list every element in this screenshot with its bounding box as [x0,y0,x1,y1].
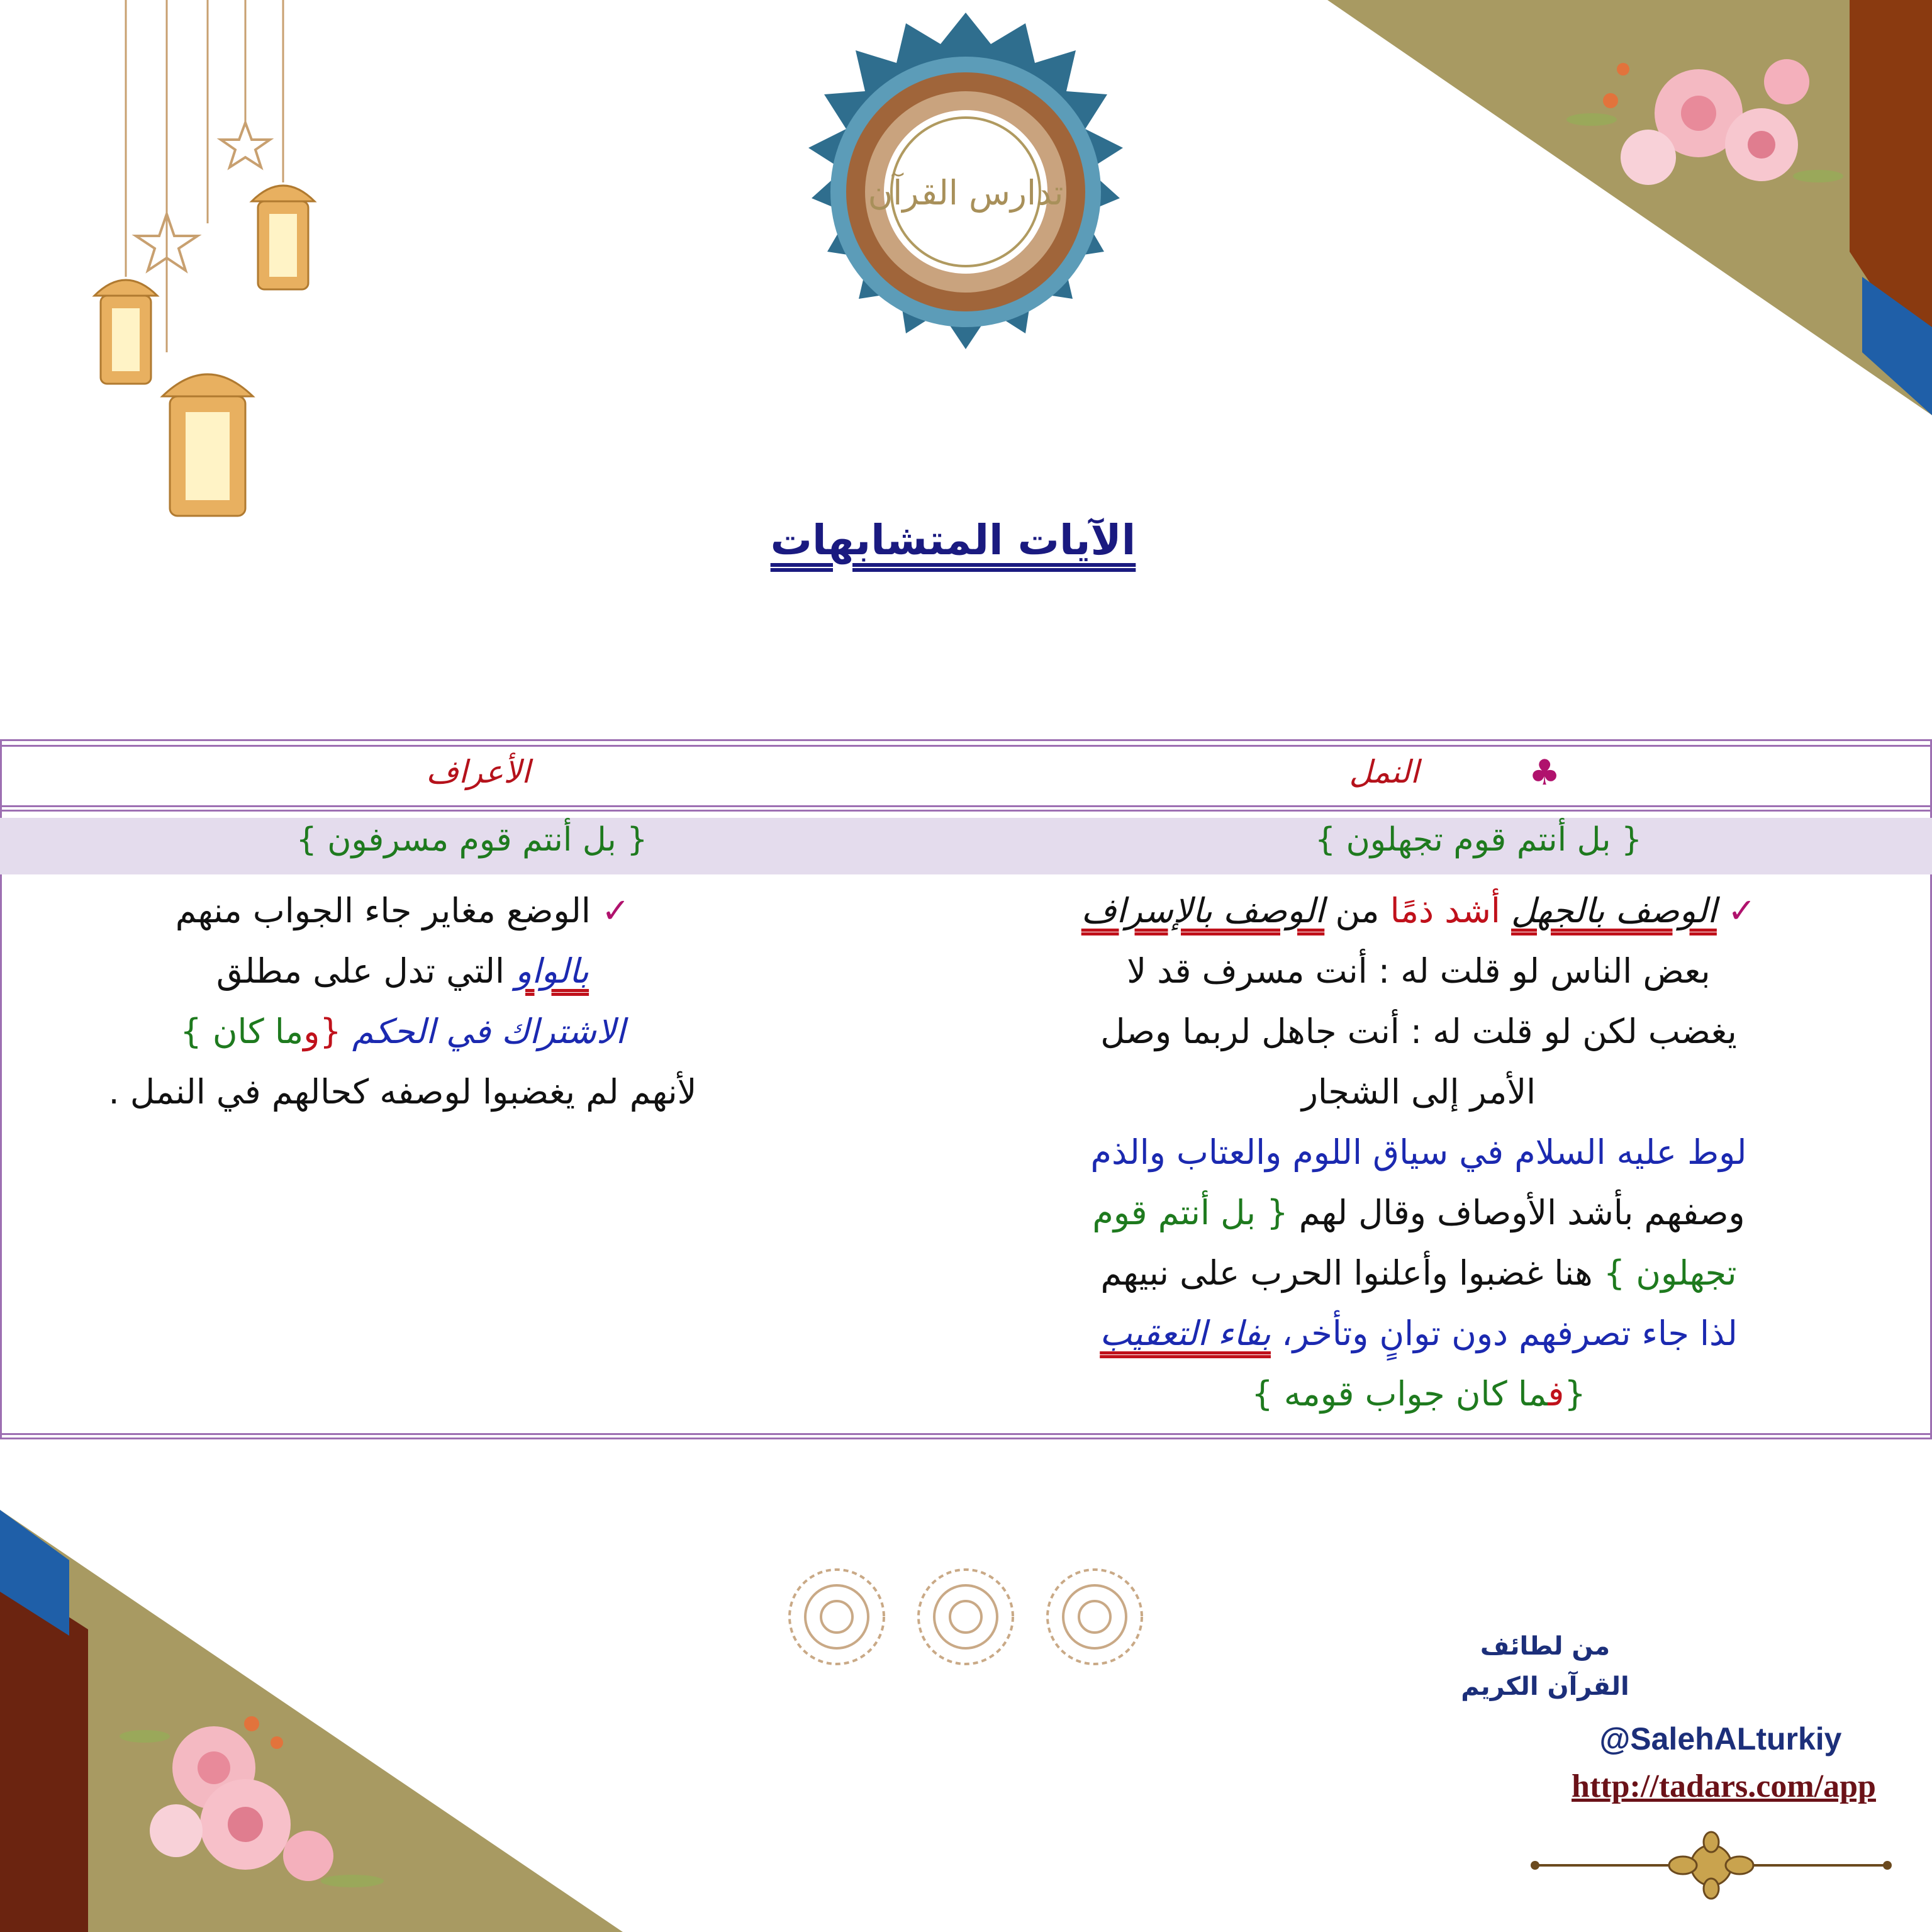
an-naml-line-4: الأمر إلى الشجار [1301,1072,1536,1112]
credit-line-2: القرآن الكريم [1461,1672,1629,1701]
al-araf-line-3: الاشتراك في الحكم {وما كان } [180,1012,625,1051]
an-naml-line-1: ✓ الوصف بالجهل أشد ذمًا من الوصف بالإسراف [1081,891,1756,930]
credit-line-1: من لطائف [1480,1632,1611,1661]
mandala-ornaments [783,1563,1148,1670]
club-icon: ♣ [1529,752,1561,793]
verse-al-araf: { بل أنتم قوم مسرفون } [296,821,648,859]
an-naml-line-8: لذا جاء تصرفهم دون توانٍ وتأخر، بفاء التعقيب [1100,1314,1738,1353]
an-naml-line-3: يغضب لكن لو قلت له : أنت جاهل لربما وصل [1100,1012,1737,1051]
table-header-rule [0,805,1932,813]
an-naml-line-6: وصفهم بأشد الأوصاف وقال لهم { بل أنتم قوم [1092,1193,1745,1232]
ornamental-divider [1529,1831,1894,1900]
an-naml-line-2: بعض الناس لو قلت له : أنت مسرف قد لا [1127,951,1711,991]
verse-an-naml: { بل أنتم قوم تجهلون } [1314,821,1643,859]
an-naml-line-5: لوط عليه السلام في سياق اللوم والعتاب والذم [1090,1132,1747,1172]
credit-block [1388,1626,1702,1707]
check-icon: ✓ [1728,891,1756,930]
an-naml-explanation [981,881,1856,1424]
header-al-araf: الأعراف [426,754,530,790]
flower-bouquet-bottom-left [101,1699,403,1906]
twitter-handle[interactable]: @SalehALturkiy [1599,1721,1842,1756]
hanging-lanterns [82,0,333,554]
tadars-link[interactable]: http://tadars.com/app [1572,1768,1876,1804]
al-araf-explanation [38,881,768,1122]
table-bottom-rule [0,1433,1932,1441]
an-naml-line-7: تجهلون } هنا غضبوا وأعلنوا الحرب على نبيهم [1100,1253,1737,1293]
table-top-rule [0,739,1932,748]
al-araf-line-1: ✓ الوضع مغاير جاء الجواب منهم [175,891,630,930]
al-araf-line-2: بالواو التي تدل على مطلق [216,951,589,991]
page-title: الآيات المتشابهات [770,516,1136,564]
tadars-quran-logo [783,9,1148,374]
check-icon: ✓ [601,891,630,930]
header-an-naml: النمل [1349,754,1419,790]
an-naml-line-9: {فما كان جواب قومه } [1251,1374,1586,1414]
logo-text: تدارس القرآن [868,173,1064,213]
al-araf-line-4: لأنهم لم يغضبوا لوصفه كحالهم في النمل . [108,1072,697,1112]
flower-bouquet-top-right [1554,25,1843,201]
